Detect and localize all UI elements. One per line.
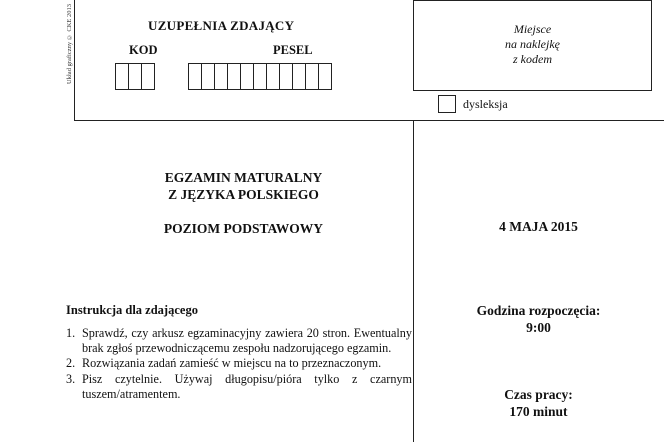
instructions-heading: Instrukcja dla zdającego	[66, 303, 198, 317]
sticker-line: Miejsce	[513, 22, 552, 36]
left-frame-line	[74, 0, 75, 120]
pesel-cell[interactable]	[292, 63, 306, 90]
instruction-item: 2. Rozwiązania zadań zamieść w miejscu na to przeznaczonym.	[66, 356, 382, 371]
sticker-line: z kodem	[513, 52, 552, 66]
exam-title-line2: Z JĘZYKA POLSKIEGO	[168, 187, 319, 202]
pesel-cell[interactable]	[279, 63, 293, 90]
filled-by-heading: UZUPEŁNIA ZDAJĄCY	[148, 18, 295, 33]
sticker-line: na naklejkę	[505, 37, 560, 51]
sticker-placeholder	[413, 22, 652, 67]
kod-input[interactable]	[115, 63, 154, 90]
duration-value: 170 minut	[509, 404, 568, 419]
pesel-cell[interactable]	[201, 63, 215, 90]
exam-level: POZIOM PODSTAWOWY	[163, 221, 324, 236]
exam-title-line1: EGZAMIN MATURALNY	[164, 170, 323, 185]
pesel-cell[interactable]	[305, 63, 319, 90]
instructions-list	[66, 326, 412, 402]
kod-cell[interactable]	[141, 63, 155, 90]
instruction-item: 3. Pisz czytelnie. Używaj długopisu/pióra tylko z czarnym tuszem/atramentem.	[66, 371, 412, 401]
pesel-input[interactable]	[188, 63, 331, 90]
pesel-label: PESEL	[273, 43, 313, 57]
start-time-label: Godzina rozpoczęcia:	[476, 303, 601, 318]
pesel-cell[interactable]	[227, 63, 241, 90]
duration-label: Czas pracy:	[504, 387, 573, 402]
instruction-item: 1. Sprawdź, czy arkusz egzaminacyjny zawiera 20 stron. Ewentualny brak zgłoś przewodniczącemu zespołu nadzorującego egzamin.	[66, 326, 412, 356]
pesel-cell[interactable]	[266, 63, 280, 90]
duration-block	[413, 386, 664, 420]
kod-cell[interactable]	[115, 63, 129, 90]
kod-label: KOD	[129, 43, 158, 57]
dyslexia-label: dysleksja	[463, 97, 508, 111]
pesel-cell[interactable]	[240, 63, 254, 90]
layout-copyright-note: Układ graficzny © CKE 2013	[66, 4, 73, 84]
pesel-cell[interactable]	[253, 63, 267, 90]
pesel-cell[interactable]	[214, 63, 228, 90]
kod-cell[interactable]	[128, 63, 142, 90]
exam-date: 4 MAJA 2015	[499, 219, 578, 234]
exam-title	[74, 169, 413, 203]
dyslexia-checkbox[interactable]	[438, 95, 456, 113]
pesel-cell[interactable]	[188, 63, 202, 90]
start-time-block	[413, 302, 664, 336]
pesel-cell[interactable]	[318, 63, 332, 90]
start-time-value: 9:00	[526, 320, 551, 335]
header-divider	[74, 120, 664, 121]
